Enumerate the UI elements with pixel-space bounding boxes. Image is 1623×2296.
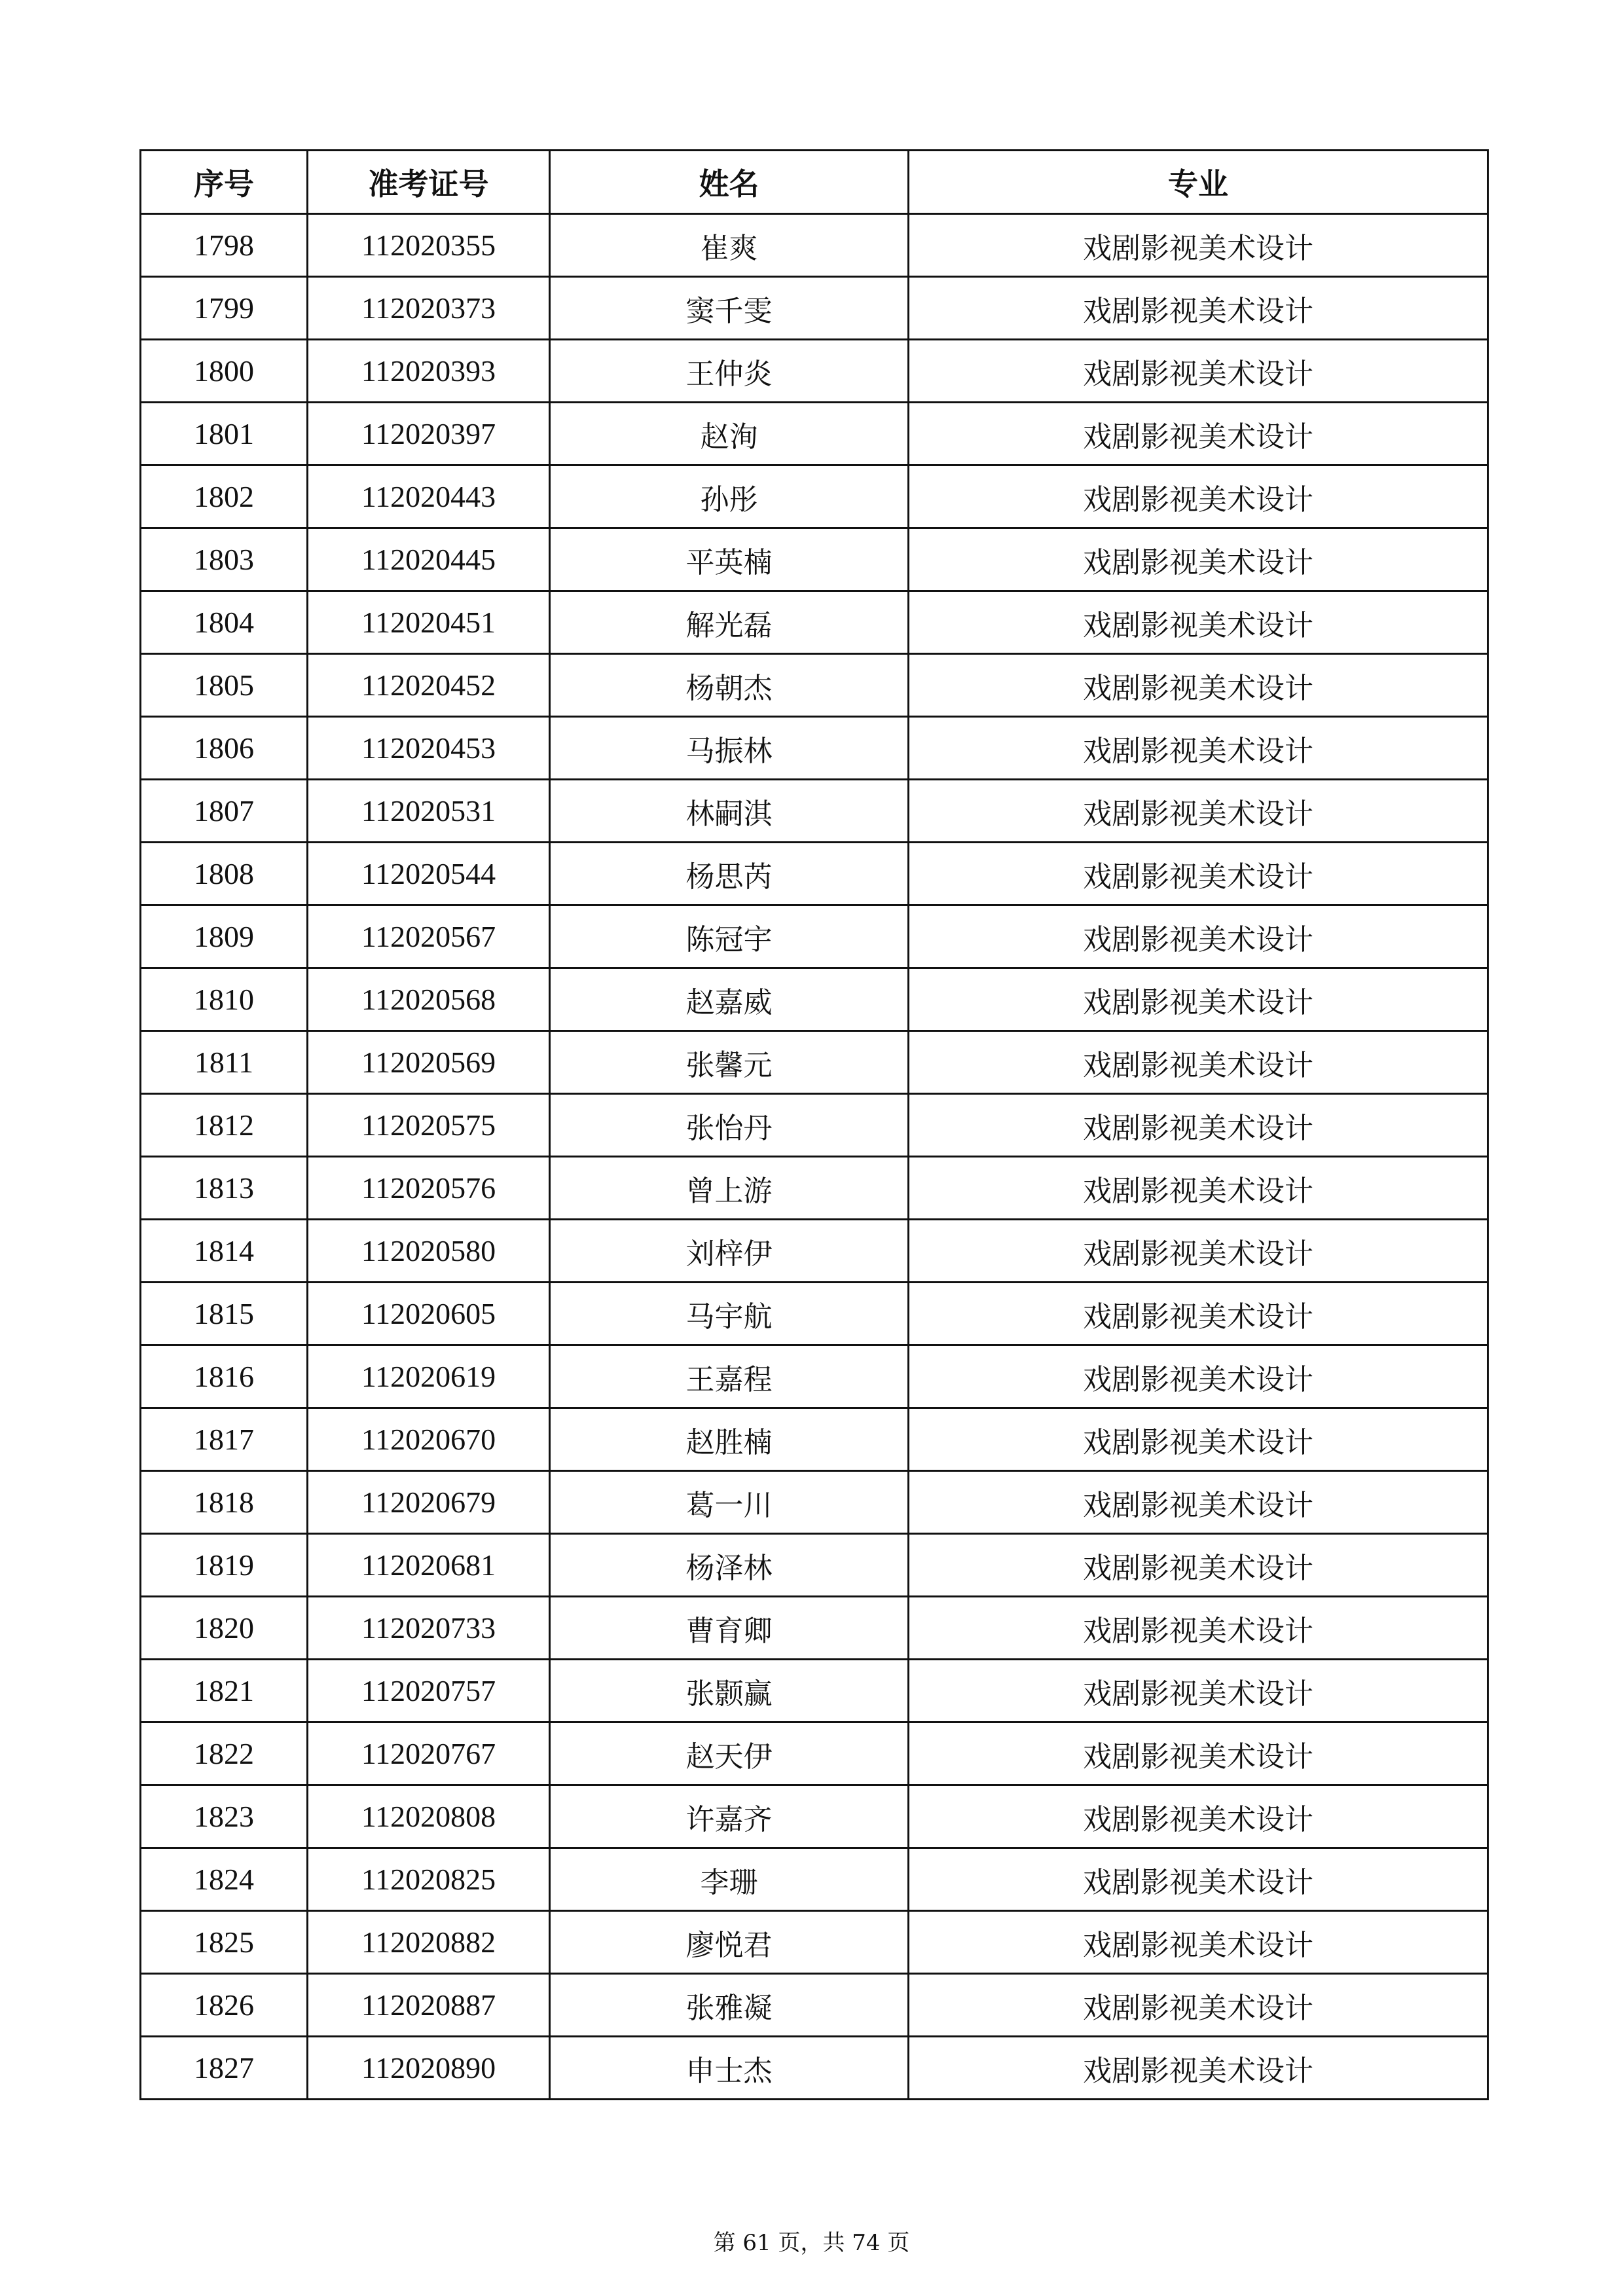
cell-name: 崔爽 (550, 214, 909, 277)
cell-name: 平英楠 (550, 528, 909, 591)
cell-exam-id: 112020453 (308, 717, 550, 780)
cell-name: 王仲炎 (550, 340, 909, 403)
table-row (141, 1471, 1488, 1534)
cell-major: 戏剧影视美术设计 (909, 654, 1488, 717)
cell-seq: 1808 (141, 843, 308, 905)
cell-major: 戏剧影视美术设计 (909, 780, 1488, 843)
table-row (141, 340, 1488, 403)
cell-seq: 1825 (141, 1911, 308, 1974)
cell-seq: 1814 (141, 1220, 308, 1283)
cell-seq: 1801 (141, 403, 308, 465)
cell-major: 戏剧影视美术设计 (909, 1031, 1488, 1094)
table-row (141, 654, 1488, 717)
cell-seq: 1800 (141, 340, 308, 403)
cell-name: 张颢赢 (550, 1660, 909, 1722)
cell-major: 戏剧影视美术设计 (909, 214, 1488, 277)
table-row (141, 1157, 1488, 1220)
table-row (141, 403, 1488, 465)
cell-name: 杨思芮 (550, 843, 909, 905)
table-row (141, 843, 1488, 905)
table-row (141, 277, 1488, 340)
cell-major: 戏剧影视美术设计 (909, 843, 1488, 905)
cell-seq: 1806 (141, 717, 308, 780)
cell-major: 戏剧影视美术设计 (909, 1848, 1488, 1911)
table-row (141, 905, 1488, 968)
cell-name: 马宇航 (550, 1283, 909, 1345)
table-row (141, 1660, 1488, 1722)
cell-major: 戏剧影视美术设计 (909, 1220, 1488, 1283)
cell-major: 戏剧影视美术设计 (909, 1283, 1488, 1345)
cell-exam-id: 112020568 (308, 968, 550, 1031)
cell-exam-id: 112020445 (308, 528, 550, 591)
cell-exam-id: 112020605 (308, 1283, 550, 1345)
cell-name: 赵胜楠 (550, 1408, 909, 1471)
cell-major: 戏剧影视美术设计 (909, 1345, 1488, 1408)
cell-seq: 1810 (141, 968, 308, 1031)
cell-exam-id: 112020443 (308, 465, 550, 528)
table-row (141, 780, 1488, 843)
cell-seq: 1815 (141, 1283, 308, 1345)
cell-major: 戏剧影视美术设计 (909, 403, 1488, 465)
cell-name: 申士杰 (550, 2037, 909, 2100)
cell-seq: 1803 (141, 528, 308, 591)
cell-major: 戏剧影视美术设计 (909, 1785, 1488, 1848)
cell-exam-id: 112020670 (308, 1408, 550, 1471)
cell-exam-id: 112020767 (308, 1722, 550, 1785)
cell-name: 解光磊 (550, 591, 909, 654)
cell-exam-id: 112020825 (308, 1848, 550, 1911)
cell-seq: 1820 (141, 1597, 308, 1660)
cell-major: 戏剧影视美术设计 (909, 528, 1488, 591)
cell-seq: 1816 (141, 1345, 308, 1408)
table-row (141, 1785, 1488, 1848)
header-seq: 序号 (141, 151, 308, 214)
cell-seq: 1819 (141, 1534, 308, 1597)
cell-seq: 1824 (141, 1848, 308, 1911)
cell-name: 窦千雯 (550, 277, 909, 340)
cell-major: 戏剧影视美术设计 (909, 1660, 1488, 1722)
cell-name: 曹育卿 (550, 1597, 909, 1660)
cell-seq: 1802 (141, 465, 308, 528)
table-row (141, 1283, 1488, 1345)
cell-exam-id: 112020681 (308, 1534, 550, 1597)
cell-exam-id: 112020679 (308, 1471, 550, 1534)
table-row (141, 1220, 1488, 1283)
header-name: 姓名 (550, 151, 909, 214)
cell-name: 赵嘉威 (550, 968, 909, 1031)
table-row (141, 1722, 1488, 1785)
cell-major: 戏剧影视美术设计 (909, 1157, 1488, 1220)
cell-major: 戏剧影视美术设计 (909, 277, 1488, 340)
cell-major: 戏剧影视美术设计 (909, 340, 1488, 403)
cell-major: 戏剧影视美术设计 (909, 1722, 1488, 1785)
header-major: 专业 (909, 151, 1488, 214)
cell-name: 曾上游 (550, 1157, 909, 1220)
table-row (141, 591, 1488, 654)
cell-exam-id: 112020576 (308, 1157, 550, 1220)
cell-name: 赵天伊 (550, 1722, 909, 1785)
table-row (141, 717, 1488, 780)
table-row (141, 968, 1488, 1031)
header-exam-id: 准考证号 (308, 151, 550, 214)
table-row (141, 1911, 1488, 1974)
table-body (141, 214, 1488, 2100)
cell-major: 戏剧影视美术设计 (909, 1408, 1488, 1471)
cell-exam-id: 112020890 (308, 2037, 550, 2100)
cell-name: 张怡丹 (550, 1094, 909, 1157)
page-number-text: 第 61 页，共 74 页 (713, 2230, 910, 2256)
cell-name: 赵洵 (550, 403, 909, 465)
cell-exam-id: 112020569 (308, 1031, 550, 1094)
cell-major: 戏剧影视美术设计 (909, 717, 1488, 780)
cell-seq: 1818 (141, 1471, 308, 1534)
cell-name: 林嗣淇 (550, 780, 909, 843)
cell-seq: 1798 (141, 214, 308, 277)
cell-name: 孙彤 (550, 465, 909, 528)
cell-seq: 1799 (141, 277, 308, 340)
cell-name: 李珊 (550, 1848, 909, 1911)
cell-seq: 1823 (141, 1785, 308, 1848)
table-row (141, 2037, 1488, 2100)
cell-exam-id: 112020580 (308, 1220, 550, 1283)
cell-seq: 1809 (141, 905, 308, 968)
table-row (141, 1031, 1488, 1094)
cell-seq: 1826 (141, 1974, 308, 2037)
cell-exam-id: 112020531 (308, 780, 550, 843)
table-row (141, 214, 1488, 277)
table-row (141, 1848, 1488, 1911)
table-header-row (141, 151, 1488, 214)
cell-name: 张雅凝 (550, 1974, 909, 2037)
cell-exam-id: 112020451 (308, 591, 550, 654)
cell-exam-id: 112020544 (308, 843, 550, 905)
cell-seq: 1817 (141, 1408, 308, 1471)
cell-seq: 1827 (141, 2037, 308, 2100)
cell-seq: 1822 (141, 1722, 308, 1785)
cell-name: 马振林 (550, 717, 909, 780)
table-row (141, 1974, 1488, 2037)
cell-name: 刘梓伊 (550, 1220, 909, 1283)
cell-major: 戏剧影视美术设计 (909, 968, 1488, 1031)
cell-seq: 1805 (141, 654, 308, 717)
cell-seq: 1813 (141, 1157, 308, 1220)
table-row (141, 1534, 1488, 1597)
table-row (141, 528, 1488, 591)
cell-major: 戏剧影视美术设计 (909, 465, 1488, 528)
cell-name: 葛一川 (550, 1471, 909, 1534)
cell-major: 戏剧影视美术设计 (909, 1597, 1488, 1660)
cell-seq: 1804 (141, 591, 308, 654)
cell-exam-id: 112020808 (308, 1785, 550, 1848)
cell-exam-id: 112020397 (308, 403, 550, 465)
cell-name: 王嘉程 (550, 1345, 909, 1408)
cell-exam-id: 112020567 (308, 905, 550, 968)
results-table (139, 149, 1489, 2100)
cell-exam-id: 112020355 (308, 214, 550, 277)
cell-major: 戏剧影视美术设计 (909, 1534, 1488, 1597)
results-table-container (139, 149, 1487, 2100)
cell-seq: 1811 (141, 1031, 308, 1094)
cell-name: 杨朝杰 (550, 654, 909, 717)
cell-exam-id: 112020733 (308, 1597, 550, 1660)
cell-major: 戏剧影视美术设计 (909, 1471, 1488, 1534)
cell-exam-id: 112020757 (308, 1660, 550, 1722)
cell-major: 戏剧影视美术设计 (909, 1974, 1488, 2037)
cell-exam-id: 112020887 (308, 1974, 550, 2037)
cell-major: 戏剧影视美术设计 (909, 591, 1488, 654)
cell-exam-id: 112020619 (308, 1345, 550, 1408)
table-row (141, 1597, 1488, 1660)
cell-name: 张馨元 (550, 1031, 909, 1094)
cell-seq: 1821 (141, 1660, 308, 1722)
cell-name: 杨泽林 (550, 1534, 909, 1597)
cell-seq: 1812 (141, 1094, 308, 1157)
table-row (141, 1094, 1488, 1157)
cell-exam-id: 112020575 (308, 1094, 550, 1157)
cell-name: 许嘉齐 (550, 1785, 909, 1848)
cell-seq: 1807 (141, 780, 308, 843)
table-row (141, 1345, 1488, 1408)
cell-exam-id: 112020393 (308, 340, 550, 403)
cell-exam-id: 112020373 (308, 277, 550, 340)
table-row (141, 1408, 1488, 1471)
cell-name: 廖悦君 (550, 1911, 909, 1974)
page-footer (0, 2225, 1623, 2257)
cell-exam-id: 112020882 (308, 1911, 550, 1974)
cell-major: 戏剧影视美术设计 (909, 2037, 1488, 2100)
cell-exam-id: 112020452 (308, 654, 550, 717)
cell-name: 陈冠宇 (550, 905, 909, 968)
table-row (141, 465, 1488, 528)
cell-major: 戏剧影视美术设计 (909, 1094, 1488, 1157)
cell-major: 戏剧影视美术设计 (909, 905, 1488, 968)
cell-major: 戏剧影视美术设计 (909, 1911, 1488, 1974)
